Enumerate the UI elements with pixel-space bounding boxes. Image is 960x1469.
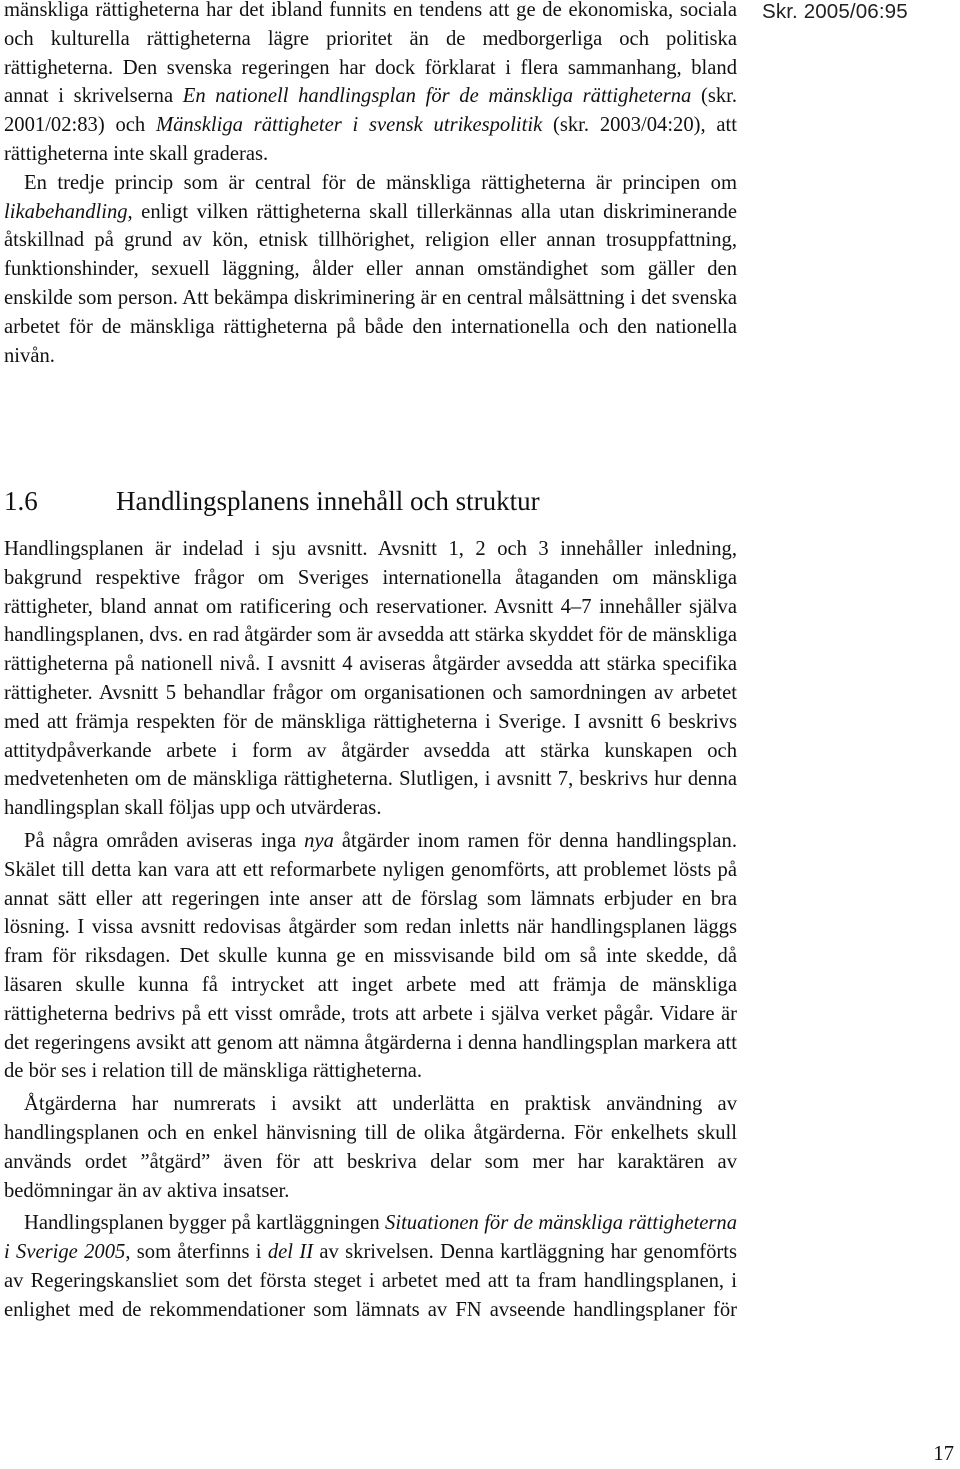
text-run: mänskliga rättigheterna har det ibland funnits en tendens att ge de ekonomiska, sociala och kulturella rättigheterna lägre prioritet än de medborgerliga och politiska rättigheterna. Den svenska regeringen har dock förklarat i flera sammanhang, bland annat i skrivelserna — [4, 0, 737, 108]
text-run: (skr. 2003/04:20), att rättigheterna inte skall graderas. — [4, 114, 737, 165]
page-number: 17 — [933, 1443, 954, 1465]
margin-reference: Skr. 2005/06:95 — [762, 0, 908, 23]
italic-term: nya — [304, 829, 334, 852]
paragraph-equal-treatment — [4, 169, 737, 371]
paragraph-numbering: Åtgärderna har numrerats i avsikt att underlätta en praktisk användning av handlingsplanen och en enkel hänvisning till de olika åtgärderna. För enkelhets skull används ordet ”åtgärd” även för att beskriva delar som mer har karaktären av bedömningar än av aktiva insatser. — [4, 1093, 737, 1202]
section-heading — [4, 483, 737, 519]
paragraph-mapping — [4, 1209, 737, 1324]
text-run: På några områden aviseras inga — [24, 829, 305, 852]
section-title: Handlingsplanens innehåll och struktur — [116, 486, 540, 516]
italic-title: En nationell handlingsplan för de mänskliga rättigheterna — [182, 85, 692, 108]
italic-title: Situationen för de mänskliga rättigheterna i Sverige 2005 — [4, 1212, 737, 1264]
text-run: , som återfinns i — [125, 1241, 268, 1264]
text-run: (skr. 2001/02:83) och — [4, 85, 738, 137]
text-run: , enligt vilken rättigheterna skall tillerkännas alla utan diskriminerande åtskillnad på grund av kön, etnisk tillhörighet, religion eller annan trosuppfattning, funktionshinder, sexuell läggning, ålder eller annan omständighet som gäller den enskilde som person. Att bekämpa diskriminering är en central målsättning i det svenska arbetet för de mänskliga rättigheterna på både den internationella och den nationella nivån. — [4, 200, 737, 367]
italic-term: del II — [267, 1241, 314, 1264]
paragraph-rights-ranking — [4, 0, 737, 169]
section-body — [4, 535, 737, 1325]
text-run: En tredje princip som är central för de mänskliga rättigheterna är principen om — [24, 171, 737, 194]
italic-term: likabehandling — [4, 200, 128, 223]
text-run: av skrivelsen. Denna kartläggning har genomförts av Regeringskansliet som det första steget i arbetet med att ta fram handlingsplanen, i enlighet med de rekommendationer som lämnats av FN avseende handlingsplaner för — [4, 1241, 738, 1321]
italic-title: Mänskliga rättigheter i svensk utrikespolitik — [155, 114, 543, 137]
text-run: åtgärder inom ramen för denna handlingsplan. Skälet till detta kan vara att ett reformarbete nyligen genomförts, att problemet lösts på annat sätt eller att regeringen inte anser att de förslag som lämnats erbjuder en bra lösning. I vissa avsnitt redovisas åtgärder som redan inletts när handlingsplanen läggs fram för riksdagen. Det skulle kunna ge en missvisande bild om så inte skedde, då läsaren skulle kunna få intrycket att inget arbete med att främja de mänskliga rättigheterna bedrivs på ett visst område, trots att arbete i själva verket pågår. Vidare är det regeringens avsikt att genom att nämna åtgärderna i denna handlingsplan markera att de bör ses i relation till de mänskliga rättigheterna. — [4, 829, 737, 1083]
paragraph-structure: Handlingsplanen är indelad i sju avsnitt. Avsnitt 1, 2 och 3 innehåller inledning, bakgrund respektive frågor om Sveriges internationella åtaganden om mänskliga rättigheter, bland annat om ratificering och reservationer. Avsnitt 4–7 innehåller själva handlingsplanen, dvs. en rad åtgärder som är avsedda att stärka skyddet för de mänskliga rättigheterna på nationell nivå. I avsnitt 4 aviseras åtgärder avsedda att stärka specifika rättigheter. Avsnitt 5 behandlar frågor om organisationen och samordningen av arbetet med att främja respekten för de mänskliga rättigheterna i Sverige. I avsnitt 6 beskrivs attitydpåverkande arbete i form av åtgärder avsedda att stärka kunskapen och medvetenheten om de mänskliga rättigheterna. Slutligen, i avsnitt 7, beskrivs hur denna handlingsplan skall följas upp och utvärderas. — [4, 538, 737, 820]
text-run: Handlingsplanen bygger på kartläggningen — [24, 1212, 386, 1235]
paragraph-no-new-measures — [4, 827, 737, 1086]
top-text-block — [4, 0, 737, 370]
section-number: 1.6 — [4, 486, 38, 516]
